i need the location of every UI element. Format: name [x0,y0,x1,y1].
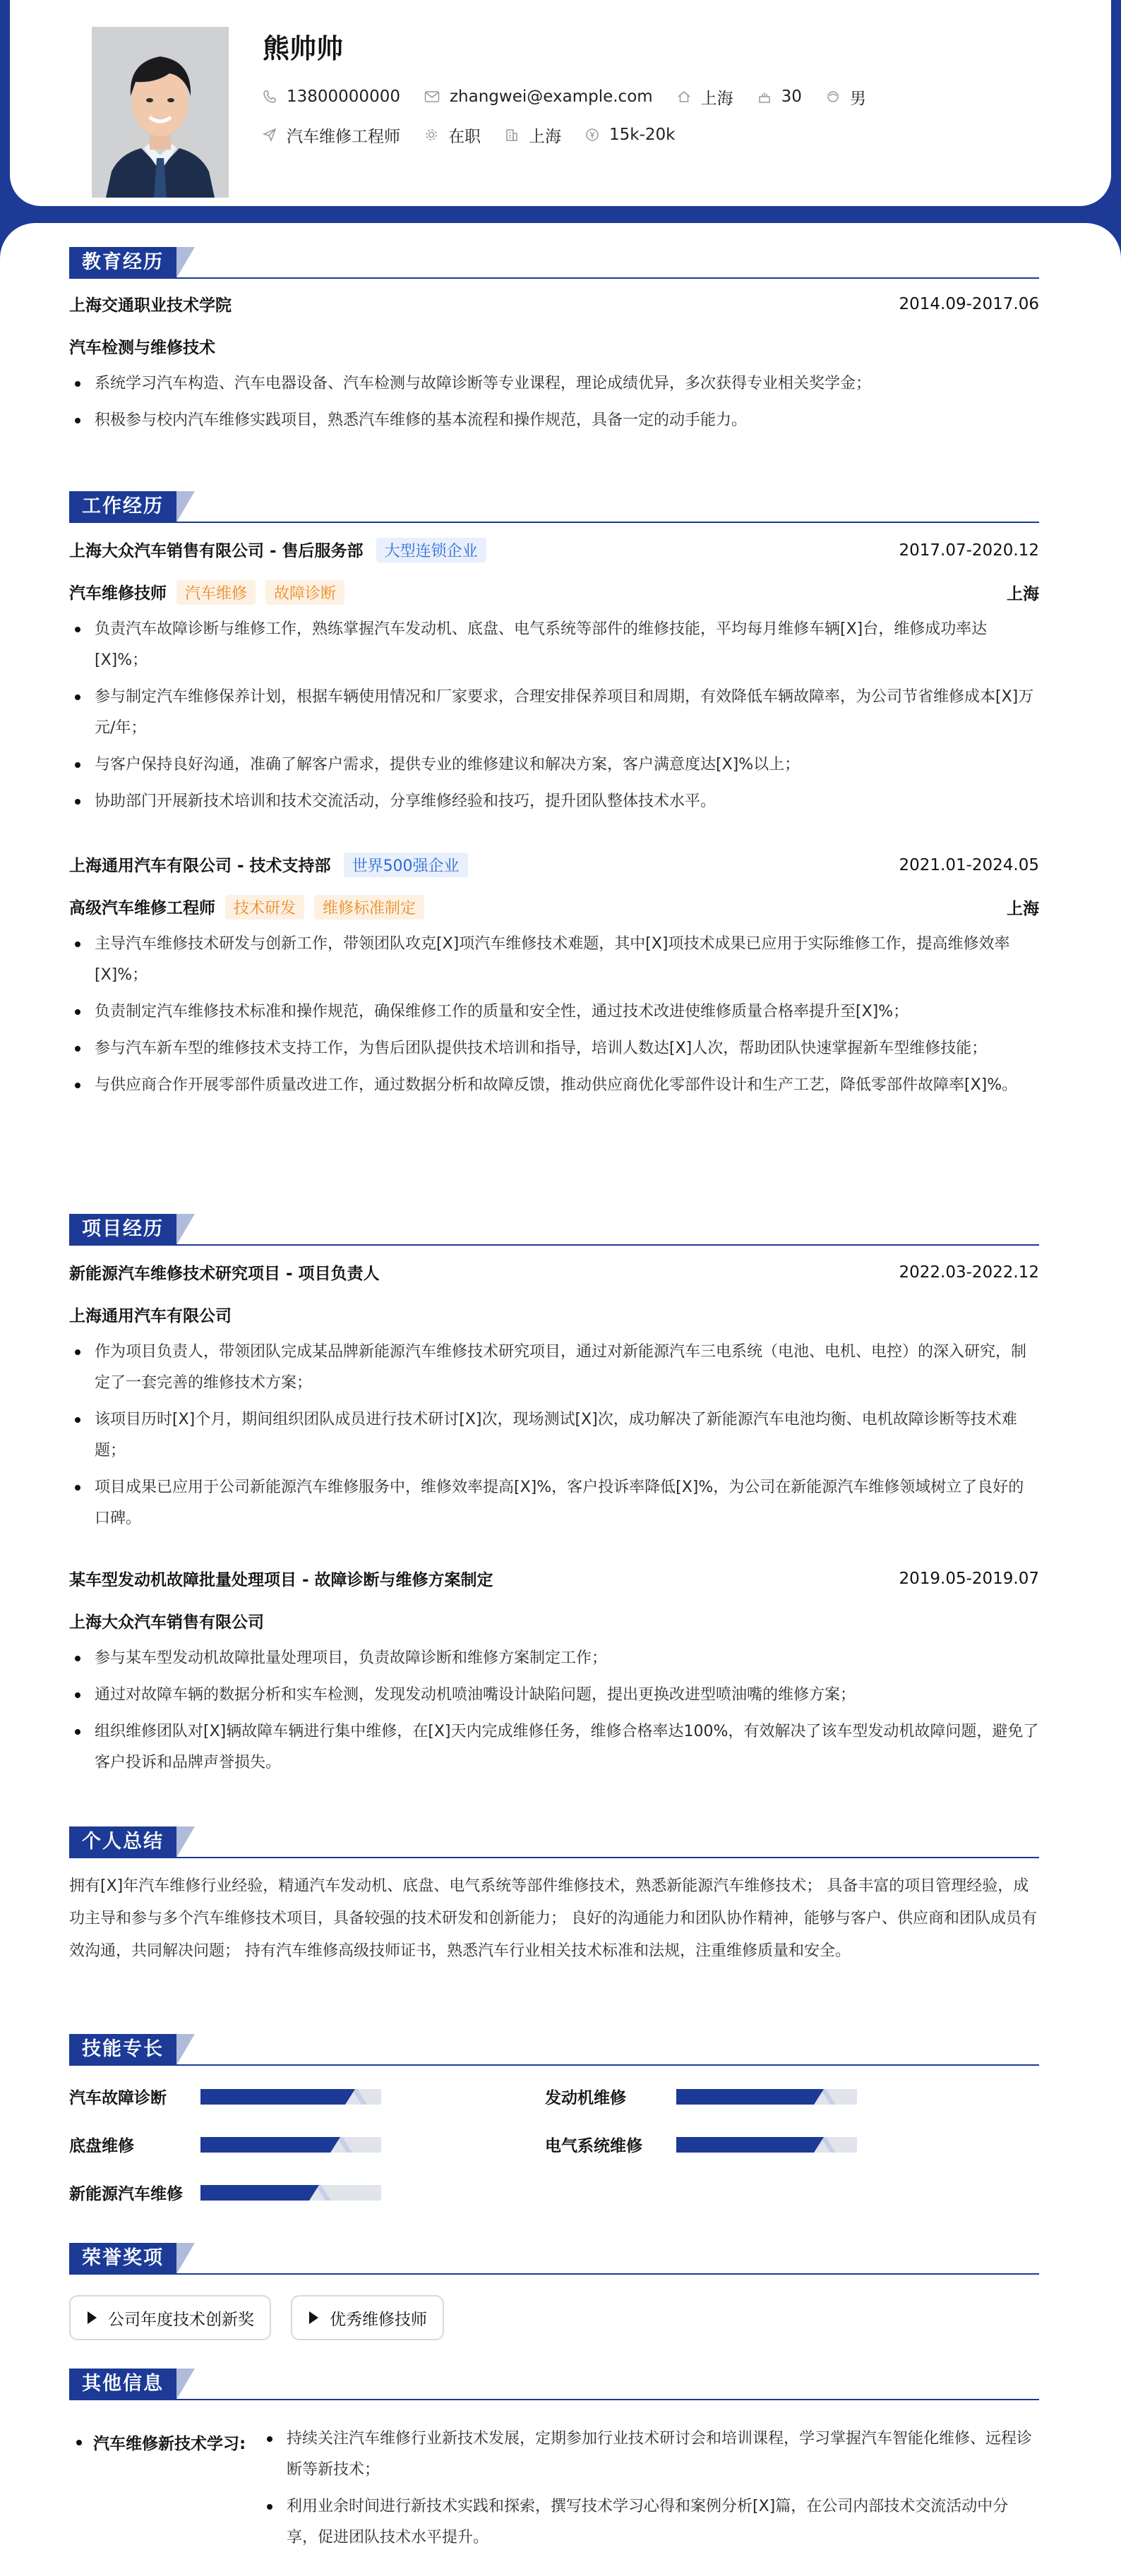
role-tag: 技术研发 [225,895,304,920]
job-title: 高级汽车维修工程师 [69,899,215,917]
skill-fill [676,2089,814,2105]
avatar-photo [92,27,229,198]
list-item: 参与汽车新车型的维修技术支持工作，为售后团队提供技术培训和指导，培训人数达[X]人次，帮助团队快速掌握新车型维修技能； [69,1033,1039,1064]
play-icon [309,2311,318,2324]
section-title: 荣誉奖项 [69,2243,176,2274]
money-icon [585,128,599,142]
honors-section [69,2243,1039,2349]
section-title: 技能专长 [69,2034,176,2065]
other-bullets [261,2424,1039,2559]
phone-value: 13800000000 [287,88,400,106]
gender-value: 男 [849,89,866,108]
list-item: 主导汽车维修技术研发与创新工作，带领团队攻克[X]项汽车维修技术难题，其中[X]项技术成果已应用于实际维修工作，提高维修效率[X]%； [69,929,1039,991]
section-title: 教育经历 [69,247,176,278]
send-icon [263,128,277,142]
project-period: 2022.03-2022.12 [899,1263,1039,1282]
project-period: 2019.05-2019.07 [899,1569,1039,1588]
work-period: 2017.07-2020.12 [899,541,1039,560]
list-item: 通过对故障车辆的数据分析和实车检测，发现发动机喷油嘴设计缺陷问题，提出更换改进型喷油嘴的维修方案； [69,1680,1039,1711]
section-header [69,491,1039,524]
target-city-value: 上海 [529,127,561,146]
project-2-bullets [69,1643,1039,1784]
section-divider [69,1857,1039,1858]
honor-label: 公司年度技术创新奖 [108,2310,254,2329]
skill-item [545,2085,857,2108]
work-period: 2021.01-2024.05 [899,855,1039,874]
projects-section [69,1214,1039,1821]
other-label: 汽车维修新技术学习: [93,2431,246,2454]
work-1-role [69,580,1039,605]
section-header [69,1826,1039,1859]
section-divider [69,277,1039,279]
section-divider [69,2273,1039,2275]
section-divider [69,1244,1039,1246]
project-2-header [69,1567,1039,1590]
job-title: 汽车维修技师 [69,584,167,603]
project-1-bullets [69,1337,1039,1540]
gender-item [826,85,866,109]
profile-header [10,0,1111,206]
section-title: 项目经历 [69,1214,176,1245]
work-section [69,491,1039,1197]
work-1-company-line [69,538,486,562]
skill-item [545,2133,857,2156]
skill-fill [200,2137,330,2153]
project-1-org-row [69,1303,1039,1326]
section-header [69,247,1039,279]
honor-badge [69,2295,271,2340]
hometown-value: 上海 [700,89,733,108]
education-period: 2014.09-2017.06 [899,294,1039,313]
section-divider [69,522,1039,523]
salary-item [585,126,675,144]
honor-label: 优秀维修技师 [330,2310,427,2329]
age-value: 30 [781,88,802,106]
list-item: 参与某车型发动机故障批量处理项目，负责故障诊断和维修方案制定工作； [69,1643,1039,1674]
list-item: 利用业余时间进行新技术实践和探索，撰写技术学习心得和案例分析[X]篇，在公司内部技术交流活动中分享，促进团队技术水平提升。 [261,2491,1039,2553]
mail-icon [424,90,440,103]
phone-icon [263,90,277,104]
list-item: 协助部门开展新技术培训和技术交流活动，分享维修经验和技巧，提升团队整体技术水平。 [69,786,1039,817]
education-bullets [69,368,1039,442]
home-icon [677,90,691,104]
work-1-bullets [69,614,1039,823]
education-row [69,292,1039,315]
status-value: 在职 [448,127,481,146]
role-tag: 维修标准制定 [314,895,424,920]
skill-fill [200,2185,309,2201]
project-1-header [69,1260,1039,1284]
work-city: 上海 [1007,900,1039,918]
list-item: 作为项目负责人，带领团队完成某品牌新能源汽车维修技术研究项目，通过对新能源汽车三电系统（电池、电机、电控）的深入研究，制定了一套完善的维修技术方案； [69,1337,1039,1399]
avatar-illustration [92,27,229,198]
role-tag: 汽车维修 [176,580,256,605]
gender-icon [826,90,840,104]
candidate-name: 熊帅帅 [263,33,344,64]
major-name: 汽车检测与维修技术 [69,339,215,357]
building-icon [505,128,519,142]
summary-section [69,1826,1039,2024]
skill-item [69,2085,381,2108]
skill-name: 底盘维修 [69,2137,134,2155]
hometown-item [677,85,733,109]
list-item: 负责制定汽车维修技术标准和操作规范，确保维修工作的质量和安全性，通过技术改进使维修质量合格率提升至[X]%； [69,997,1039,1028]
company-name: 上海大众汽车销售有限公司 - 售后服务部 [69,542,364,560]
section-divider [69,2064,1039,2066]
skill-item [69,2133,381,2156]
work-1-role-line [69,580,344,605]
skill-name: 新能源汽车维修 [69,2185,183,2203]
skill-name: 汽车故障诊断 [69,2089,167,2107]
target-job-item [263,124,400,147]
list-item: 系统学习汽车构造、汽车电器设备、汽车检测与故障诊断等专业课程，理论成绩优异，多次获得专业相关奖学金； [69,368,1039,399]
target-city-item [505,124,561,147]
skill-bar [676,2089,857,2105]
list-item: 组织维修团队对[X]辆故障车辆进行集中维修，在[X]天内完成维修任务，维修合格率达100%，有效解决了该车型发动机故障问题，避免了客户投诉和品牌声誉损失。 [69,1716,1039,1778]
section-title: 个人总结 [69,1826,176,1858]
work-2-role-line [69,895,424,920]
company-tag: 大型连锁企业 [376,538,486,562]
role-tag: 故障诊断 [265,580,344,605]
section-header [69,2034,1039,2066]
list-item: 负责汽车故障诊断与维修工作，熟练掌握汽车发动机、底盘、电气系统等部件的维修技能，平均每月维修车辆[X]台，维修成功率达[X]%； [69,614,1039,676]
contact-row [263,85,890,109]
company-name: 上海通用汽车有限公司 - 技术支持部 [69,857,331,875]
status-item [424,124,481,147]
list-item: 与供应商合作开展零部件质量改进工作，通过数据分析和故障反馈，推动供应商优化零部件设计和生产工艺，降低零部件故障率[X]%。 [69,1070,1039,1101]
list-item: 积极参与校内汽车维修实践项目，熟悉汽车维修的基本流程和操作规范，具备一定的动手能力。 [69,405,1039,436]
list-item: 项目成果已应用于公司新能源汽车维修服务中，维修效率提高[X]%，客户投诉率降低[X]%，为公司在新能源汽车维修领域树立了良好的口碑。 [69,1472,1039,1534]
project-name: 某车型发动机故障批量处理项目 - 故障诊断与维修方案制定 [69,1571,493,1589]
section-header [69,2369,1039,2401]
list-item: 参与制定汽车维修保养计划，根据车辆使用情况和厂家要求，合理安排保养项目和周期，有效降低车辆故障率，为公司节省维修成本[X]万元/年； [69,682,1039,744]
project-2-org-row [69,1609,1039,1632]
section-header [69,1214,1039,1246]
skill-fill [676,2137,814,2153]
gear-icon [424,128,438,142]
school-name: 上海交通职业技术学院 [69,296,232,315]
skill-bar [676,2137,857,2153]
skill-name: 电气系统维修 [545,2137,642,2155]
skill-bar [200,2137,381,2153]
project-org: 上海通用汽车有限公司 [69,1307,232,1325]
skill-item [69,2181,381,2204]
list-item: 该项目历时[X]个月，期间组织团队成员进行技术研讨[X]次，现场测试[X]次，成功解决了新能源汽车电池均衡、电机故障诊断等技术难题； [69,1404,1039,1467]
project-org: 上海大众汽车销售有限公司 [69,1613,264,1632]
other-section [69,2369,1039,2573]
section-title: 工作经历 [69,491,176,522]
target-job-value: 汽车维修工程师 [287,127,400,146]
work-1-header [69,538,1039,562]
email-value: zhangwei@example.com [449,88,653,106]
work-2-role [69,895,1039,920]
email-item [424,88,653,106]
job-intent-row [263,123,699,147]
skills-section [69,2034,1039,2225]
work-2-bullets [69,929,1039,1107]
list-item: 持续关注汽车维修行业新技术发展，定期参加行业技术研讨会和培训课程，学习掌握汽车智能化维修、远程诊断等新技术； [261,2424,1039,2486]
work-city: 上海 [1007,585,1039,603]
major-row [69,335,1039,358]
project-name: 新能源汽车维修技术研究项目 - 项目负责人 [69,1265,380,1283]
phone-item [263,88,400,106]
skill-bar [200,2089,381,2105]
skill-bar [200,2185,381,2201]
resume-body [0,223,1121,2576]
age-item [757,88,802,106]
list-item: 与客户保持良好沟通，准确了解客户需求，提供专业的维修建议和解决方案，客户满意度达[X]%以上； [69,750,1039,781]
honor-badge [291,2295,444,2340]
section-header [69,2243,1039,2275]
play-icon [88,2311,97,2324]
company-tag: 世界500强企业 [344,853,468,877]
salary-value: 15k-20k [609,126,676,144]
cake-icon [757,90,772,104]
skill-name: 发动机维修 [545,2089,626,2107]
work-2-company-line [69,853,468,877]
summary-text: 拥有[X]年汽车维修行业经验，精通汽车发动机、底盘、电气系统等部件维修技术，熟悉新能源汽车维修技术； 具备丰富的项目管理经验，成功主导和参与多个汽车维修技术项目，具备较强的技术研发和创新能力； 良好的沟通能力和团队协作精神，能够与客户、供应商和团队成员有效沟通，共同解决问题； 持有汽车维修高级技师证书，熟悉汽车行业相关技术标准和法规，注重维修质量和安全。 [69,1877,1037,1960]
education-section [69,247,1039,473]
skill-fill [200,2089,345,2105]
work-2-header [69,853,1039,877]
section-title: 其他信息 [69,2369,176,2400]
section-divider [69,2399,1039,2400]
